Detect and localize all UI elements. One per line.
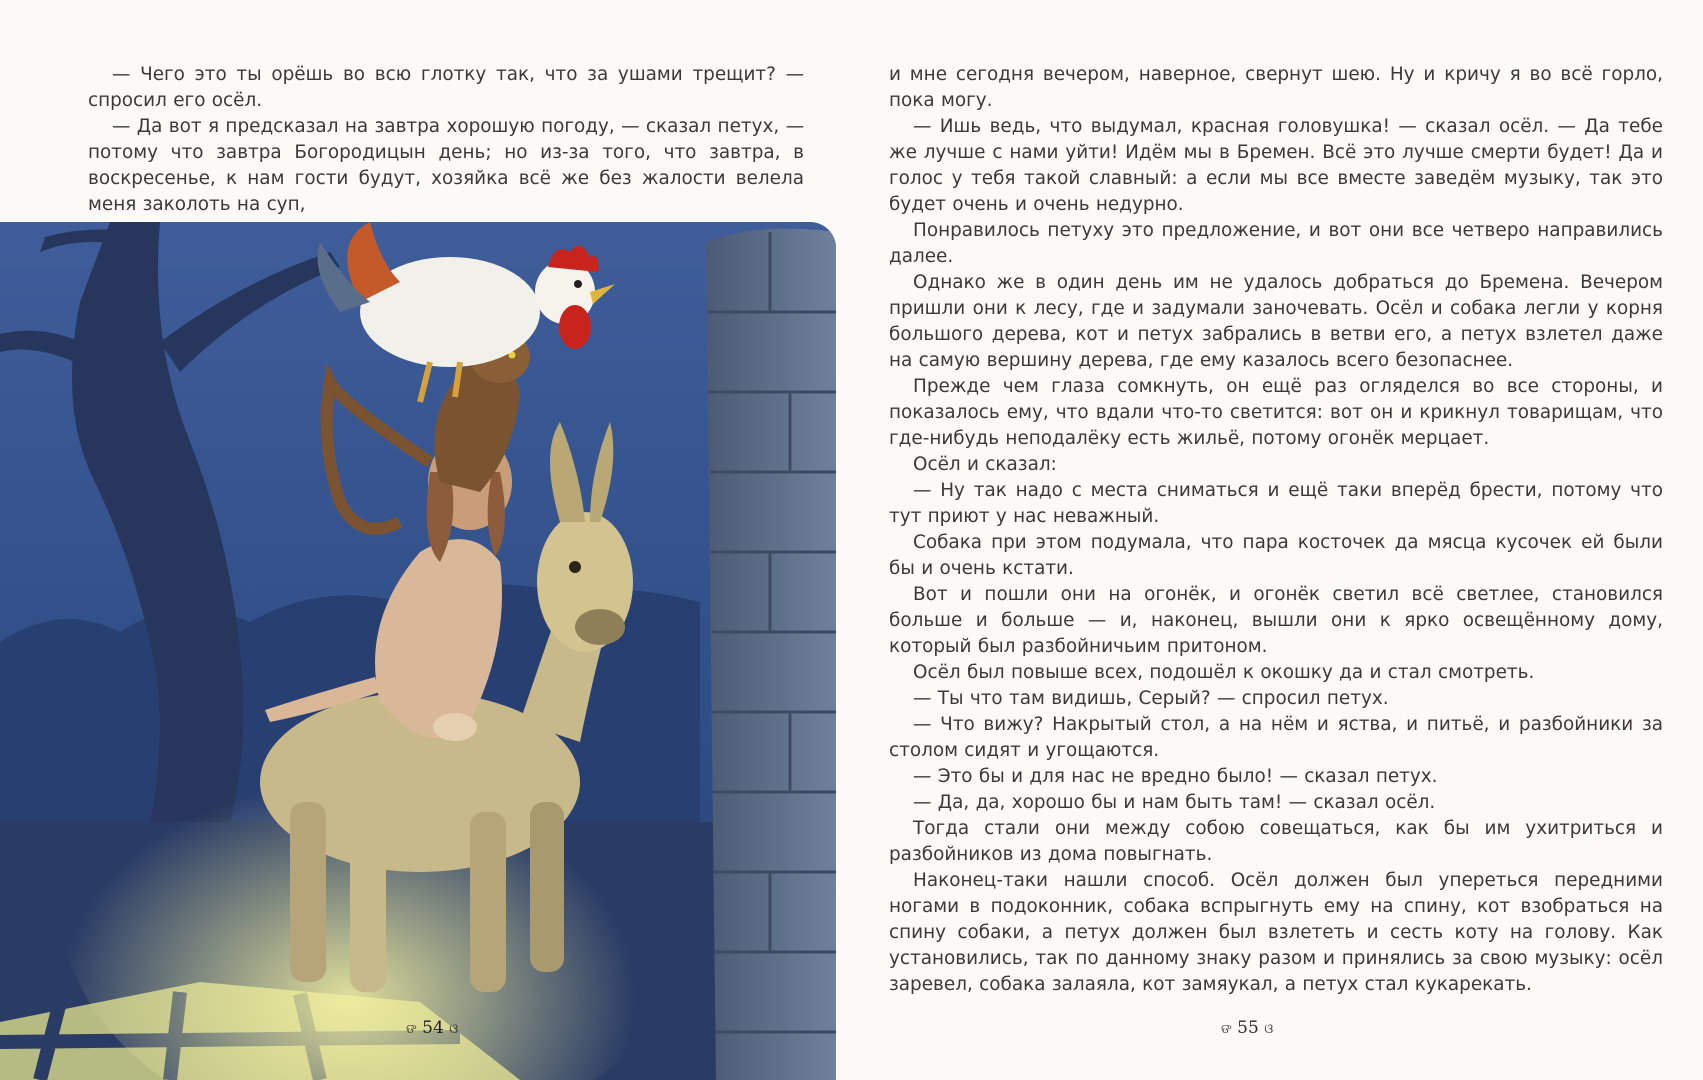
right-paragraph-14: — Да, да, хорошо бы и нам быть там! — сказал осёл.	[913, 792, 1436, 813]
right-paragraph-13: — Это бы и для нас не вредно было! — сказал петух.	[913, 766, 1438, 787]
ornament-left-icon: ଙ	[406, 1022, 417, 1037]
right-page	[851, 0, 1703, 1080]
page-number-left	[406, 1018, 458, 1038]
ornament-right-icon: ଓ	[449, 1022, 459, 1037]
right-paragraph-15: Тогда стали они между собою совещаться, как бы им ухитриться и разбойников из дома повыгнать.	[889, 818, 1663, 865]
left-paragraph-2: — Да вот я предсказал на завтра хорошую погоду, — сказал петух, — потому что завтра Богородицын день; но из-за того, что завтра, в воскресенье, к нам гости будут, хозяйка всё же без жалости велела меня заколоть на суп,	[88, 116, 804, 215]
right-paragraph-11: — Ты что там видишь, Серый? — спросил петух.	[913, 688, 1389, 709]
page-number-left-value: 54	[422, 1018, 444, 1038]
right-text-block	[889, 62, 1663, 998]
right-paragraph-12: — Что вижу? Накрытый стол, а на нём и яства, и питьё, и разбойники за столом сидят и угощаются.	[889, 714, 1663, 761]
right-paragraph-10: Осёл был повыше всех, подошёл к окошку да и стал смотреть.	[913, 662, 1535, 683]
right-paragraph-4: Однако же в один день им не удалось добраться до Бремена. Вечером пришли они к лесу, где и задумали заночевать. Осёл и собака легли у корня большого дерева, кот и петух забрались в ветви его, а петух взлетел даже на самую вершину дерева, где ему казалось всего безопаснее.	[889, 272, 1663, 371]
right-paragraph-16: Наконец-таки нашли способ. Осёл должен был упереться передними ногами в подоконник, собака вспрыгнуть ему на спину, кот взобраться на спину собаки, а петух должен был взлететь и сесть коту на голову. Как установились, так по данному знаку разом и принялись за свою музыку: осёл заревел, собака залаяла, кот замяукал, а петух стал кукарекать.	[889, 870, 1663, 995]
right-paragraph-2: — Ишь ведь, что выдумал, красная головушка! — сказал осёл. — Да тебе же лучше с нами уйти! Идём мы в Бремен. Всё это лучше смерти будет! Да и голос у тебя такой славный: а если мы все вместе заведём музыку, так это будет очень и очень недурно.	[889, 116, 1663, 215]
illustration-bremen-musicians	[0, 222, 836, 1080]
right-paragraph-8: Собака при этом подумала, что пара косточек да мясца кусочек ей были бы и очень кстати.	[889, 532, 1663, 579]
right-paragraph-9: Вот и пошли они на огонёк, и огонёк светил всё светлее, становился больше и больше — и, наконец, вышли они к ярко освещённому дому, который был разбойничьим притоном.	[889, 584, 1663, 657]
ornament-left-icon: ଙ	[1221, 1022, 1232, 1037]
page-number-right-value: 55	[1237, 1018, 1259, 1038]
left-text-block	[88, 62, 804, 218]
left-page	[0, 0, 851, 1080]
page-number-right	[1221, 1018, 1273, 1038]
illustration-svg	[0, 222, 836, 1080]
right-paragraph-6: Осёл и сказал:	[913, 454, 1057, 475]
right-paragraph-3: Понравилось петуху это предложение, и вот они все четверо направились далее.	[889, 220, 1663, 267]
right-paragraph-7: — Ну так надо с места сниматься и ещё таки вперёд брести, потому что тут приют у нас неважный.	[889, 480, 1663, 527]
right-paragraph-1: и мне сегодня вечером, наверное, свернут шею. Ну и кричу я во всё горло, пока могу.	[889, 64, 1663, 111]
right-paragraph-5: Прежде чем глаза сомкнуть, он ещё раз огляделся во все стороны, и показалось ему, что вдали что-то светится: вот он и крикнул товарищам, что где-нибудь неподалёку есть жильё, потому огонёк мерцает.	[889, 376, 1663, 449]
left-paragraph-1: — Чего это ты орёшь во всю глотку так, что за ушами трещит? — спросил его осёл.	[88, 64, 804, 111]
ornament-right-icon: ଓ	[1264, 1022, 1274, 1037]
